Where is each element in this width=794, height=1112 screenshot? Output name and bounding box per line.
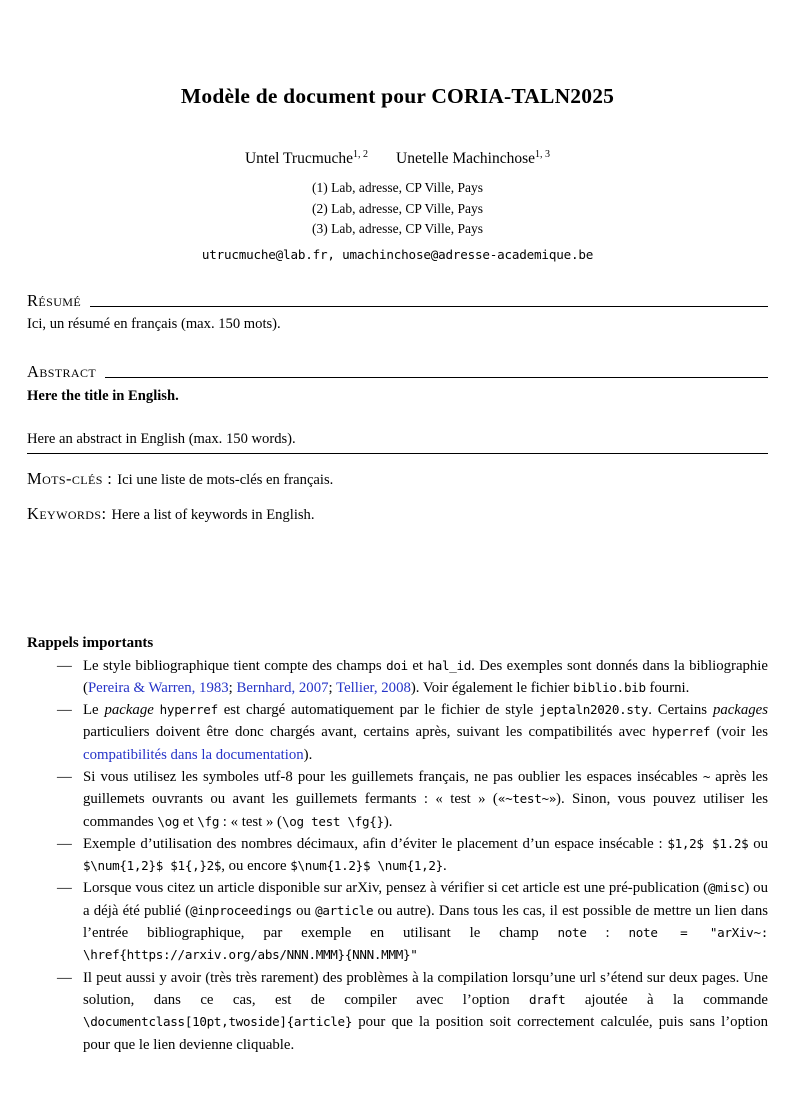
inline-code: \og [157, 813, 180, 829]
resume-text: Ici, un résumé en français (max. 150 mots). [27, 315, 281, 332]
inline-code: hal_id [427, 657, 472, 673]
inline-text: Le [83, 702, 105, 719]
resume-section-header [27, 291, 768, 311]
list-item-dash: — [57, 835, 72, 852]
list-item-text [83, 967, 768, 1056]
inline-text: ajoutée à la commande [565, 991, 768, 1008]
horizontal-rule [90, 306, 768, 307]
inline-text: (voir les [710, 724, 768, 741]
inline-italic: package [104, 702, 154, 719]
affiliation-line: (2) Lab, adresse, CP Ville, Pays [312, 200, 483, 216]
authors-line [27, 150, 768, 168]
list-item-dash: — [57, 969, 72, 986]
inline-link[interactable]: Bernhard, 2007 [236, 679, 329, 696]
inline-code: $\num{1.2}$ \num{1,2} [290, 858, 443, 874]
affiliations-block [27, 178, 768, 240]
list-item-text [83, 699, 768, 766]
inline-text: ). Voir également le fichier [410, 679, 574, 696]
inline-link[interactable]: Tellier, 2008 [336, 679, 411, 696]
inline-code: draft [529, 991, 566, 1007]
list-item [27, 967, 768, 1056]
inline-text: Lorsque vous citez un article disponible sur arXiv, pensez à vérifier si cet article est une pré-publication ( [83, 880, 709, 897]
inline-text: Exemple d’utilisation des nombres décimaux, afin d’éviter le placement d’un espace insécable : [83, 835, 668, 852]
keywords-text: Here a list of keywords in English. [111, 506, 315, 523]
inline-code: \fg [197, 813, 220, 829]
inline-code: hyperref [159, 702, 218, 718]
inline-text: . Certains [648, 702, 713, 719]
author-affiliation-superscript: 1, 2 [353, 148, 369, 160]
inline-text: fourni. [645, 679, 690, 696]
vertical-spacer [27, 524, 768, 635]
inline-text: particuliers doivent être donc chargés avant, certains après, suivant les compatibilités avec [83, 724, 653, 741]
inline-code: hyperref [652, 724, 711, 740]
inline-code: \documentclass[10pt,twoside]{article} [83, 1014, 353, 1030]
inline-code: $\num{1,2}$ $1{,}2$ [83, 858, 222, 874]
affiliation-line: (1) Lab, adresse, CP Ville, Pays [312, 180, 483, 195]
inline-text: et [407, 657, 428, 674]
inline-text: ). Sinon, vous pouvez utiliser les commandes [83, 791, 768, 830]
inline-text: ou [291, 902, 316, 919]
inline-text: . [442, 858, 447, 875]
list-item [27, 766, 768, 833]
keywords-label: Keywords: [27, 503, 107, 523]
inline-text: : [586, 925, 629, 942]
author-name: Unetelle Machinchose [396, 150, 536, 167]
inline-code: @misc [708, 880, 745, 896]
inline-text: ). [303, 746, 313, 763]
inline-code: @article [315, 902, 374, 918]
inline-text: ou [748, 835, 769, 852]
inline-text: Le style bibliographique tient compte des champs [83, 657, 387, 674]
list-item-dash: — [57, 880, 72, 897]
abstract-label: Abstract [27, 361, 97, 381]
inline-text: est chargé automatiquement par le fichier de style [217, 702, 540, 719]
inline-code: doi [386, 657, 408, 673]
abstract-text: Here an abstract in English (max. 150 words). [27, 431, 768, 454]
author [396, 150, 550, 167]
inline-code: ~ [702, 768, 711, 784]
inline-code: jeptaln2020.sty [539, 702, 649, 718]
resume-label: Résumé [27, 290, 82, 310]
author [245, 150, 368, 167]
inline-text: ). [383, 813, 393, 830]
mots-cles-line [27, 469, 768, 489]
list-item [27, 655, 768, 700]
inline-code: \og test \fg{} [282, 813, 384, 829]
inline-code: $1,2$ $1.2$ [667, 835, 749, 851]
list-item-text [83, 877, 768, 966]
list-item [27, 699, 768, 766]
inline-code: biblio.bib [573, 679, 646, 695]
list-item-dash: — [57, 768, 72, 785]
inline-text: : « test » ( [219, 813, 282, 830]
affiliation-line: (3) Lab, adresse, CP Ville, Pays [312, 221, 483, 236]
author-affiliation-superscript: 1, 3 [535, 148, 551, 160]
inline-text: , ou encore [221, 858, 291, 875]
inline-code: note [557, 925, 587, 941]
inline-link[interactable]: compatibilités dans la documentation [83, 746, 304, 763]
inline-text: ; [228, 679, 237, 696]
inline-text: ) ou a déjà été publié ( [83, 880, 768, 919]
inline-text: et [179, 813, 198, 830]
horizontal-rule [105, 377, 768, 378]
list-item [27, 833, 768, 878]
inline-text: ou autre). Dans tous les cas, il est possible de mettre un lien dans l’entrée bibliographique, par exemple en utilisant le champ [83, 902, 768, 942]
inline-text: pour que la position soit correctement calculée, puis sans l’option pour que le lien devienne cliquable. [83, 1014, 768, 1053]
english-title: Here the title in English. [27, 387, 179, 404]
inline-code: note = "arXiv~: \href{https://arxiv.org/abs/NNN.MMM}{NNN.MMM}" [83, 925, 768, 963]
inline-link[interactable]: Pereira & Warren, 1983 [87, 679, 229, 696]
list-item-text [83, 766, 768, 833]
abstract-section-header [27, 362, 768, 382]
mots-cles-text: Ici une liste de mots-clés en français. [117, 471, 334, 488]
mots-cles-label: Mots-clés : [27, 468, 113, 488]
inline-text: Il peut aussi y avoir (très très rarement) des problèmes à la compilation lorsqu’une url s’étend sur deux pages. Une solution, dans ce cas, est de compiler avec l’option [83, 969, 768, 1008]
list-item-text [83, 833, 768, 878]
inline-text: ; [328, 679, 337, 696]
list-item-text [83, 655, 768, 700]
inline-code: @inproceedings [190, 902, 292, 918]
author-emails: utrucmuche@lab.fr, umachinchose@adresse-academique.be [201, 246, 594, 262]
inline-text: . Des exemples sont donnés dans la bibliographie ( [83, 657, 768, 696]
rappels-heading: Rappels importants [27, 634, 154, 651]
keywords-line [27, 504, 768, 524]
inline-text: après les guillemets ouvrants ou avant les guillemets fermants : « test » ( [83, 768, 769, 808]
list-item-dash: — [57, 657, 72, 674]
author-name: Untel Trucmuche [244, 150, 354, 167]
list-item [27, 877, 768, 966]
inline-code: «~test~» [497, 791, 557, 807]
paper-title: Modèle de document pour CORIA-TALN2025 [180, 84, 615, 108]
inline-italic: packages [712, 702, 768, 719]
list-item-dash: — [57, 702, 72, 719]
inline-text: Si vous utilisez les symboles utf-8 pour les guillemets français, ne pas oublier les espaces insécables [83, 768, 703, 785]
